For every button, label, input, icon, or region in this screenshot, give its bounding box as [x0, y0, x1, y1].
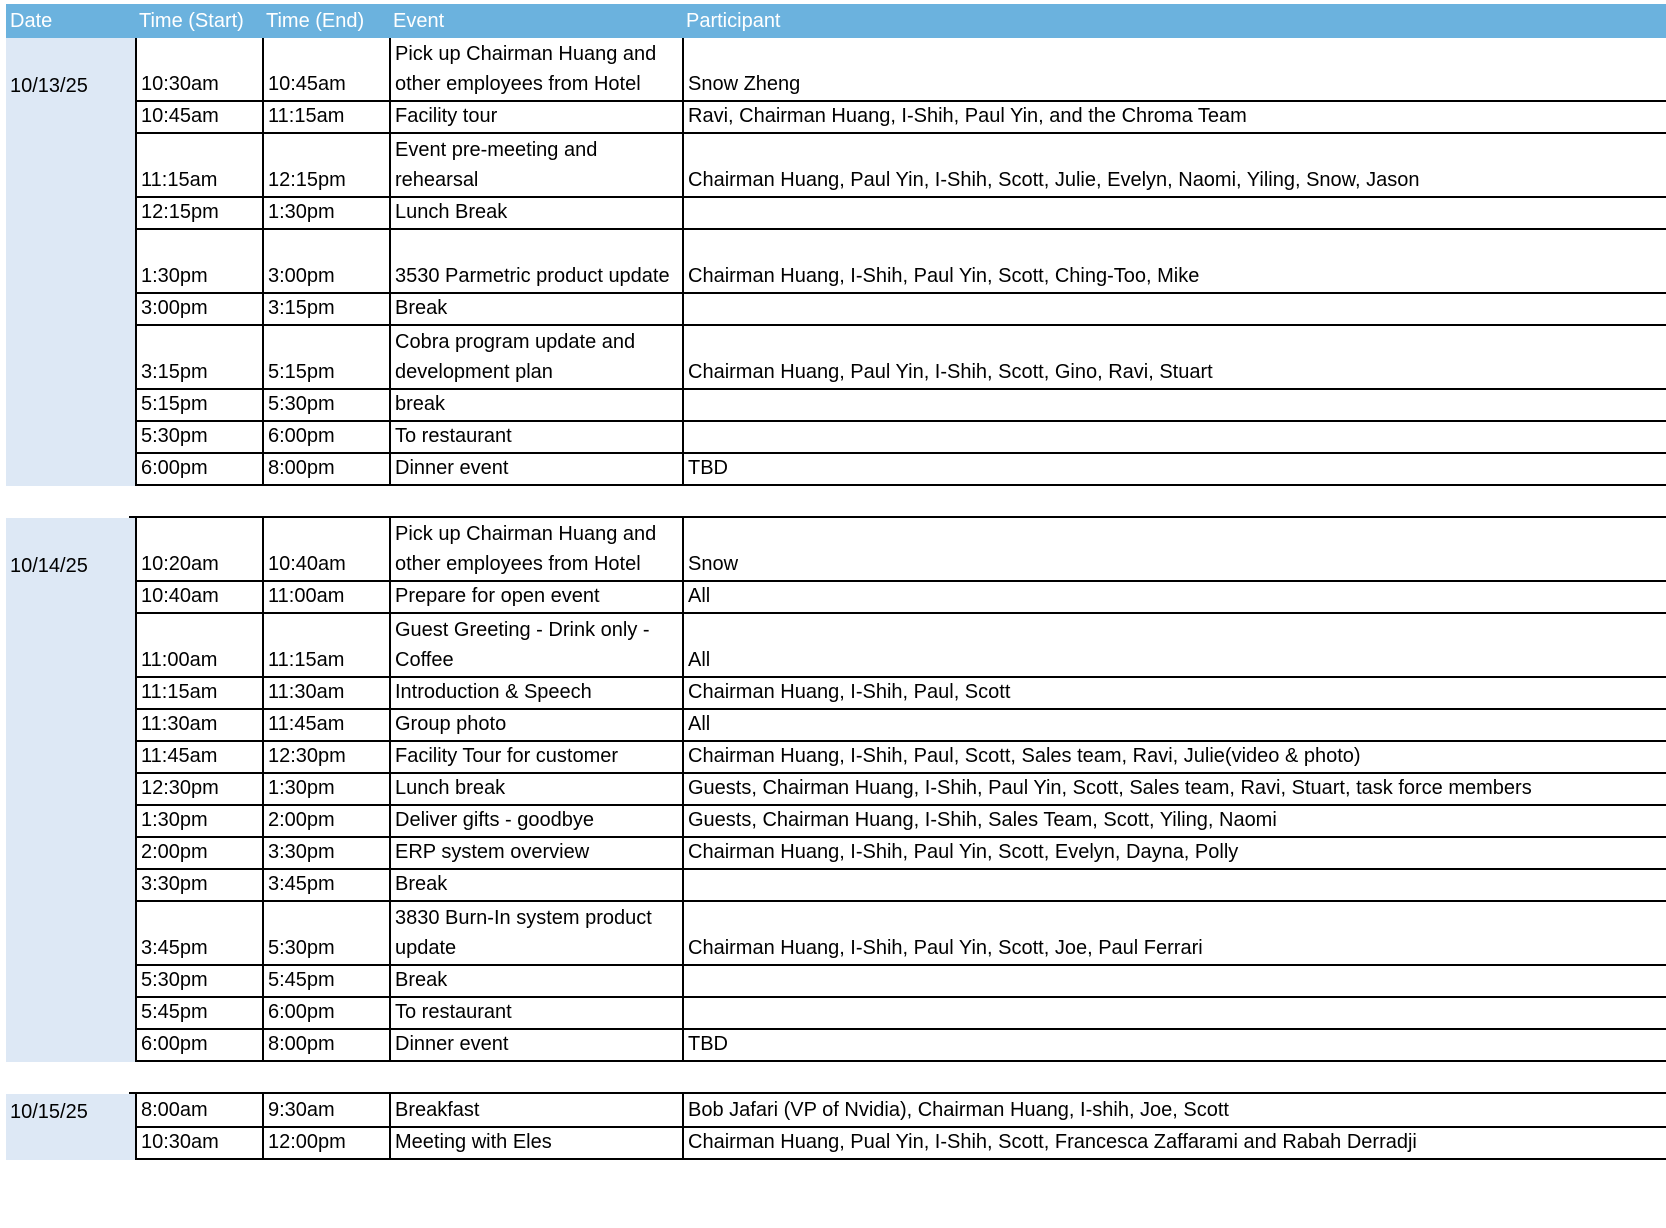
- table-row[interactable]: [6, 1094, 1666, 1128]
- end-time-cell[interactable]: [262, 902, 389, 966]
- event-cell-text: Prepare for open event: [395, 585, 600, 607]
- day-block: [6, 518, 1666, 1062]
- table-row[interactable]: [6, 774, 1666, 806]
- start-time-cell[interactable]: [135, 1128, 262, 1160]
- table-row[interactable]: [6, 614, 1666, 678]
- table-row[interactable]: [6, 582, 1666, 614]
- date-cell[interactable]: [6, 294, 135, 326]
- table-row[interactable]: [6, 38, 1666, 102]
- start-time-cell[interactable]: [135, 454, 262, 486]
- date-cell[interactable]: [6, 902, 135, 966]
- header-date[interactable]: Date: [10, 10, 53, 32]
- start-time-cell[interactable]: [135, 390, 262, 422]
- date-cell[interactable]: 10/15/25: [10, 1101, 88, 1123]
- start-time-cell-text: 8:00am: [141, 1099, 208, 1121]
- start-time-cell-text: 10:20am: [141, 553, 219, 575]
- end-time-cell-text: 11:45am: [268, 713, 345, 735]
- participant-cell[interactable]: [682, 38, 1666, 102]
- start-time-cell-text: 1:30pm: [141, 809, 208, 831]
- event-cell-text: To restaurant: [395, 425, 512, 447]
- table-row[interactable]: [6, 806, 1666, 838]
- date-cell[interactable]: [6, 678, 135, 710]
- date-cell[interactable]: [6, 582, 135, 614]
- date-cell[interactable]: [6, 774, 135, 806]
- date-cell[interactable]: [6, 870, 135, 902]
- start-time-cell-text: 10:30am: [141, 73, 219, 95]
- event-cell[interactable]: [389, 198, 682, 230]
- end-time-cell[interactable]: [262, 1128, 389, 1160]
- event-cell[interactable]: [389, 518, 682, 582]
- header-time-start[interactable]: Time (Start): [139, 10, 244, 32]
- end-time-cell[interactable]: [262, 198, 389, 230]
- table-row[interactable]: [6, 742, 1666, 774]
- participant-cell-text: Bob Jafari (VP of Nvidia), Chairman Huang, I-shih, Joe, Scott: [688, 1099, 1229, 1121]
- start-time-cell[interactable]: [135, 1094, 262, 1128]
- start-time-cell-text: 12:15pm: [141, 201, 219, 223]
- end-time-cell[interactable]: [262, 998, 389, 1030]
- participant-cell[interactable]: [682, 198, 1666, 230]
- start-time-cell[interactable]: [135, 902, 262, 966]
- start-time-cell[interactable]: [135, 102, 262, 134]
- end-time-cell-text: 12:15pm: [268, 169, 346, 191]
- date-cell[interactable]: [6, 710, 135, 742]
- participant-cell-text: Guests, Chairman Huang, I-Shih, Paul Yin, Scott, Sales team, Ravi, Stuart, task force members: [688, 777, 1532, 799]
- end-time-cell[interactable]: [262, 38, 389, 102]
- date-cell[interactable]: [6, 806, 135, 838]
- event-cell[interactable]: [389, 870, 682, 902]
- date-cell[interactable]: [6, 838, 135, 870]
- start-time-cell[interactable]: [135, 774, 262, 806]
- event-cell-text: Cobra program update and development plan: [395, 331, 636, 383]
- start-time-cell-text: 11:00am: [141, 649, 218, 671]
- start-time-cell-text: 11:15am: [141, 169, 218, 191]
- start-time-cell[interactable]: [135, 742, 262, 774]
- start-time-cell[interactable]: [135, 422, 262, 454]
- event-cell[interactable]: [389, 422, 682, 454]
- header-row: [6, 4, 1666, 38]
- participant-cell[interactable]: [682, 1030, 1666, 1062]
- table-row[interactable]: [6, 198, 1666, 230]
- start-time-cell-text: 3:45pm: [141, 937, 208, 959]
- event-cell-text: 3830 Burn-In system product update: [395, 907, 652, 959]
- end-time-cell-text: 1:30pm: [268, 201, 335, 223]
- start-time-cell[interactable]: [135, 998, 262, 1030]
- end-time-cell-text: 8:00pm: [268, 457, 335, 479]
- start-time-cell[interactable]: [135, 294, 262, 326]
- start-time-cell[interactable]: [135, 134, 262, 198]
- event-cell[interactable]: [389, 966, 682, 998]
- participant-cell-text: TBD: [688, 457, 728, 479]
- start-time-cell[interactable]: [135, 678, 262, 710]
- event-cell[interactable]: [389, 806, 682, 838]
- event-cell[interactable]: [389, 710, 682, 742]
- table-row[interactable]: [6, 710, 1666, 742]
- participant-cell[interactable]: [682, 806, 1666, 838]
- start-time-cell-text: 10:30am: [141, 1131, 219, 1153]
- table-row[interactable]: [6, 390, 1666, 422]
- participant-cell-text: Chairman Huang, Paul Yin, I-Shih, Scott, Julie, Evelyn, Naomi, Yiling, Snow, Jason: [688, 169, 1420, 191]
- participant-cell-text: Snow: [688, 553, 739, 575]
- event-cell-text: 3530 Parmetric product update: [395, 265, 670, 287]
- start-time-cell-text: 10:45am: [141, 105, 219, 127]
- end-time-cell-text: 3:45pm: [268, 873, 335, 895]
- end-time-cell[interactable]: [262, 134, 389, 198]
- event-cell[interactable]: [389, 390, 682, 422]
- end-time-cell[interactable]: [262, 838, 389, 870]
- table-row[interactable]: [6, 998, 1666, 1030]
- participant-cell[interactable]: [682, 1094, 1666, 1128]
- end-time-cell-text: 5:15pm: [268, 361, 335, 383]
- end-time-cell-text: 5:45pm: [268, 969, 335, 991]
- participant-cell-text: Snow Zheng: [688, 73, 801, 95]
- participant-cell[interactable]: [682, 838, 1666, 870]
- participant-cell-text: Ravi, Chairman Huang, I-Shih, Paul Yin, and the Chroma Team: [688, 105, 1247, 127]
- date-cell[interactable]: 10/13/25: [10, 75, 88, 97]
- participant-cell[interactable]: [682, 966, 1666, 998]
- event-cell[interactable]: [389, 582, 682, 614]
- start-time-cell-text: 3:00pm: [141, 297, 208, 319]
- table-row[interactable]: [6, 102, 1666, 134]
- participant-cell[interactable]: [682, 870, 1666, 902]
- event-cell[interactable]: [389, 454, 682, 486]
- start-time-cell-text: 11:15am: [141, 681, 218, 703]
- date-cell[interactable]: [6, 454, 135, 486]
- participant-cell-text: All: [688, 649, 711, 671]
- end-time-cell-text: 2:00pm: [268, 809, 335, 831]
- participant-cell[interactable]: [682, 230, 1666, 294]
- end-time-cell[interactable]: [262, 614, 389, 678]
- end-time-cell-text: 12:30pm: [268, 745, 346, 767]
- end-time-cell[interactable]: [262, 326, 389, 390]
- start-time-cell[interactable]: [135, 198, 262, 230]
- event-cell-text: Facility Tour for customer: [395, 745, 619, 767]
- end-time-cell[interactable]: [262, 454, 389, 486]
- end-time-cell-text: 5:30pm: [268, 937, 335, 959]
- end-time-cell[interactable]: [262, 102, 389, 134]
- participant-cell[interactable]: [682, 998, 1666, 1030]
- end-time-cell-text: 8:00pm: [268, 1033, 335, 1055]
- end-time-cell-text: 6:00pm: [268, 1001, 335, 1023]
- participant-cell-text: Chairman Huang, Pual Yin, I-Shih, Scott, Francesca Zaffarami and Rabah Derradji: [688, 1131, 1417, 1153]
- event-cell-text: Lunch break: [395, 777, 506, 799]
- participant-cell-text: Guests, Chairman Huang, I-Shih, Sales Team, Scott, Yiling, Naomi: [688, 809, 1277, 831]
- start-time-cell[interactable]: [135, 710, 262, 742]
- date-cell[interactable]: [6, 134, 135, 198]
- event-cell[interactable]: [389, 230, 682, 294]
- event-cell[interactable]: [389, 326, 682, 390]
- table-row[interactable]: [6, 870, 1666, 902]
- start-time-cell-text: 10:40am: [141, 585, 219, 607]
- start-time-cell[interactable]: [135, 806, 262, 838]
- date-cell[interactable]: [6, 966, 135, 998]
- start-time-cell-text: 6:00pm: [141, 457, 208, 479]
- date-cell[interactable]: [6, 230, 135, 294]
- start-time-cell[interactable]: [135, 1030, 262, 1062]
- participant-cell[interactable]: [682, 134, 1666, 198]
- end-time-cell-text: 11:15am: [268, 649, 345, 671]
- participant-cell[interactable]: [682, 902, 1666, 966]
- participant-cell-text: Chairman Huang, Paul Yin, I-Shih, Scott, Gino, Ravi, Stuart: [688, 361, 1213, 383]
- start-time-cell[interactable]: [135, 838, 262, 870]
- date-cell[interactable]: [6, 102, 135, 134]
- schedule-spreadsheet: [6, 4, 1666, 1160]
- event-cell-text: Pick up Chairman Huang and other employees from Hotel: [395, 43, 657, 95]
- start-time-cell-text: 5:30pm: [141, 425, 208, 447]
- table-row[interactable]: [6, 966, 1666, 998]
- end-time-cell[interactable]: [262, 1030, 389, 1062]
- start-time-cell[interactable]: [135, 966, 262, 998]
- participant-cell-text: Chairman Huang, I-Shih, Paul Yin, Scott, Ching-Too, Mike: [688, 265, 1200, 287]
- start-time-cell-text: 11:30am: [141, 713, 218, 735]
- table-row[interactable]: [6, 518, 1666, 582]
- end-time-cell[interactable]: [262, 294, 389, 326]
- end-time-cell-text: 3:15pm: [268, 297, 335, 319]
- table-row[interactable]: [6, 326, 1666, 390]
- event-cell-text: Event pre-meeting and rehearsal: [395, 139, 598, 191]
- end-time-cell[interactable]: [262, 678, 389, 710]
- table-row[interactable]: [6, 230, 1666, 294]
- end-time-cell[interactable]: [262, 742, 389, 774]
- end-time-cell[interactable]: [262, 710, 389, 742]
- start-time-cell[interactable]: [135, 38, 262, 102]
- event-cell-text: ERP system overview: [395, 841, 590, 863]
- event-cell-text: Break: [395, 873, 448, 895]
- date-cell[interactable]: 10/14/25: [10, 555, 88, 577]
- participant-cell[interactable]: [682, 678, 1666, 710]
- event-cell[interactable]: [389, 1094, 682, 1128]
- start-time-cell[interactable]: [135, 230, 262, 294]
- table-row[interactable]: [6, 422, 1666, 454]
- event-cell-text: Meeting with Eles: [395, 1131, 552, 1153]
- date-cell[interactable]: [6, 998, 135, 1030]
- date-cell[interactable]: [6, 422, 135, 454]
- date-cell[interactable]: [6, 326, 135, 390]
- start-time-cell-text: 6:00pm: [141, 1033, 208, 1055]
- participant-cell[interactable]: [682, 326, 1666, 390]
- date-cell[interactable]: [6, 390, 135, 422]
- participant-cell-text: Chairman Huang, I-Shih, Paul, Scott, Sales team, Ravi, Julie(video & photo): [688, 745, 1361, 767]
- event-cell[interactable]: [389, 902, 682, 966]
- end-time-cell-text: 10:40am: [268, 553, 346, 575]
- event-cell[interactable]: [389, 998, 682, 1030]
- start-time-cell[interactable]: [135, 326, 262, 390]
- start-time-cell-text: 3:30pm: [141, 873, 208, 895]
- table-row[interactable]: [6, 838, 1666, 870]
- end-time-cell-text: 12:00pm: [268, 1131, 346, 1153]
- event-cell-text: Facility tour: [395, 105, 498, 127]
- event-cell[interactable]: [389, 774, 682, 806]
- event-cell-text: Breakfast: [395, 1099, 480, 1121]
- participant-cell[interactable]: [682, 742, 1666, 774]
- participant-cell[interactable]: [682, 454, 1666, 486]
- participant-cell-text: TBD: [688, 1033, 728, 1055]
- date-cell[interactable]: [6, 198, 135, 230]
- event-cell-text: break: [395, 393, 446, 415]
- day-block: [6, 38, 1666, 486]
- event-cell[interactable]: [389, 102, 682, 134]
- participant-cell[interactable]: [682, 294, 1666, 326]
- end-time-cell-text: 3:30pm: [268, 841, 335, 863]
- schedule-body: [6, 38, 1666, 1160]
- end-time-cell-text: 5:30pm: [268, 393, 335, 415]
- start-time-cell[interactable]: [135, 870, 262, 902]
- table-row[interactable]: [6, 678, 1666, 710]
- header-event[interactable]: Event: [393, 10, 445, 32]
- start-time-cell-text: 1:30pm: [141, 265, 208, 287]
- participant-cell-text: Chairman Huang, I-Shih, Paul Yin, Scott, Evelyn, Dayna, Polly: [688, 841, 1239, 863]
- start-time-cell-text: 5:45pm: [141, 1001, 208, 1023]
- date-cell[interactable]: [6, 1030, 135, 1062]
- date-cell[interactable]: [6, 614, 135, 678]
- event-cell-text: Break: [395, 969, 448, 991]
- end-time-cell[interactable]: [262, 966, 389, 998]
- day-block: [6, 1094, 1666, 1160]
- date-cell[interactable]: [6, 742, 135, 774]
- end-time-cell[interactable]: [262, 422, 389, 454]
- participant-cell[interactable]: [682, 518, 1666, 582]
- event-cell[interactable]: [389, 38, 682, 102]
- start-time-cell-text: 5:30pm: [141, 969, 208, 991]
- event-cell-text: Deliver gifts - goodbye: [395, 809, 594, 831]
- participant-cell[interactable]: [682, 102, 1666, 134]
- event-cell-text: Introduction & Speech: [395, 681, 592, 703]
- end-time-cell[interactable]: [262, 1094, 389, 1128]
- table-row[interactable]: [6, 454, 1666, 486]
- event-cell[interactable]: [389, 742, 682, 774]
- end-time-cell[interactable]: [262, 774, 389, 806]
- table-row[interactable]: [6, 1030, 1666, 1062]
- event-cell-text: Lunch Break: [395, 201, 508, 223]
- start-time-cell[interactable]: [135, 614, 262, 678]
- table-row[interactable]: [6, 1128, 1666, 1160]
- event-cell-text: Guest Greeting - Drink only - Coffee: [395, 619, 650, 671]
- end-time-cell-text: 11:00am: [268, 585, 345, 607]
- participant-cell[interactable]: [682, 774, 1666, 806]
- end-time-cell-text: 6:00pm: [268, 425, 335, 447]
- event-cell[interactable]: [389, 678, 682, 710]
- participant-cell[interactable]: [682, 710, 1666, 742]
- end-time-cell[interactable]: [262, 806, 389, 838]
- participant-cell[interactable]: [682, 422, 1666, 454]
- header-participant[interactable]: Participant: [686, 10, 781, 32]
- end-time-cell-text: 1:30pm: [268, 777, 335, 799]
- event-cell[interactable]: [389, 838, 682, 870]
- end-time-cell[interactable]: [262, 230, 389, 294]
- table-row[interactable]: [6, 902, 1666, 966]
- end-time-cell[interactable]: [262, 518, 389, 582]
- spacer-row: [129, 1062, 1666, 1094]
- participant-cell[interactable]: [682, 390, 1666, 422]
- end-time-cell-text: 11:15am: [268, 105, 345, 127]
- event-cell[interactable]: [389, 1128, 682, 1160]
- event-cell-text: Dinner event: [395, 1033, 509, 1055]
- event-cell-text: Pick up Chairman Huang and other employees from Hotel: [395, 523, 657, 575]
- event-cell[interactable]: [389, 294, 682, 326]
- event-cell-text: To restaurant: [395, 1001, 512, 1023]
- participant-cell[interactable]: [682, 1128, 1666, 1160]
- end-time-cell[interactable]: [262, 582, 389, 614]
- end-time-cell-text: 9:30am: [268, 1099, 335, 1121]
- participant-cell-text: Chairman Huang, I-Shih, Paul Yin, Scott, Joe, Paul Ferrari: [688, 937, 1203, 959]
- start-time-cell-text: 2:00pm: [141, 841, 208, 863]
- spacer-row: [129, 486, 1666, 518]
- event-cell[interactable]: [389, 1030, 682, 1062]
- participant-cell[interactable]: [682, 614, 1666, 678]
- date-cell[interactable]: [6, 1128, 135, 1160]
- start-time-cell[interactable]: [135, 582, 262, 614]
- start-time-cell-text: 3:15pm: [141, 361, 208, 383]
- table-row[interactable]: [6, 134, 1666, 198]
- end-time-cell-text: 11:30am: [268, 681, 345, 703]
- event-cell[interactable]: [389, 614, 682, 678]
- table-row[interactable]: [6, 294, 1666, 326]
- start-time-cell-text: 5:15pm: [141, 393, 208, 415]
- end-time-cell-text: 10:45am: [268, 73, 346, 95]
- end-time-cell-text: 3:00pm: [268, 265, 335, 287]
- participant-cell-text: Chairman Huang, I-Shih, Paul, Scott: [688, 681, 1011, 703]
- end-time-cell[interactable]: [262, 870, 389, 902]
- start-time-cell[interactable]: [135, 518, 262, 582]
- event-cell-text: Group photo: [395, 713, 507, 735]
- participant-cell[interactable]: [682, 582, 1666, 614]
- start-time-cell-text: 11:45am: [141, 745, 218, 767]
- participant-cell-text: All: [688, 713, 711, 735]
- event-cell-text: Dinner event: [395, 457, 509, 479]
- event-cell-text: Break: [395, 297, 448, 319]
- start-time-cell-text: 12:30pm: [141, 777, 219, 799]
- header-time-end[interactable]: Time (End): [266, 10, 365, 32]
- participant-cell-text: All: [688, 585, 711, 607]
- event-cell[interactable]: [389, 134, 682, 198]
- end-time-cell[interactable]: [262, 390, 389, 422]
